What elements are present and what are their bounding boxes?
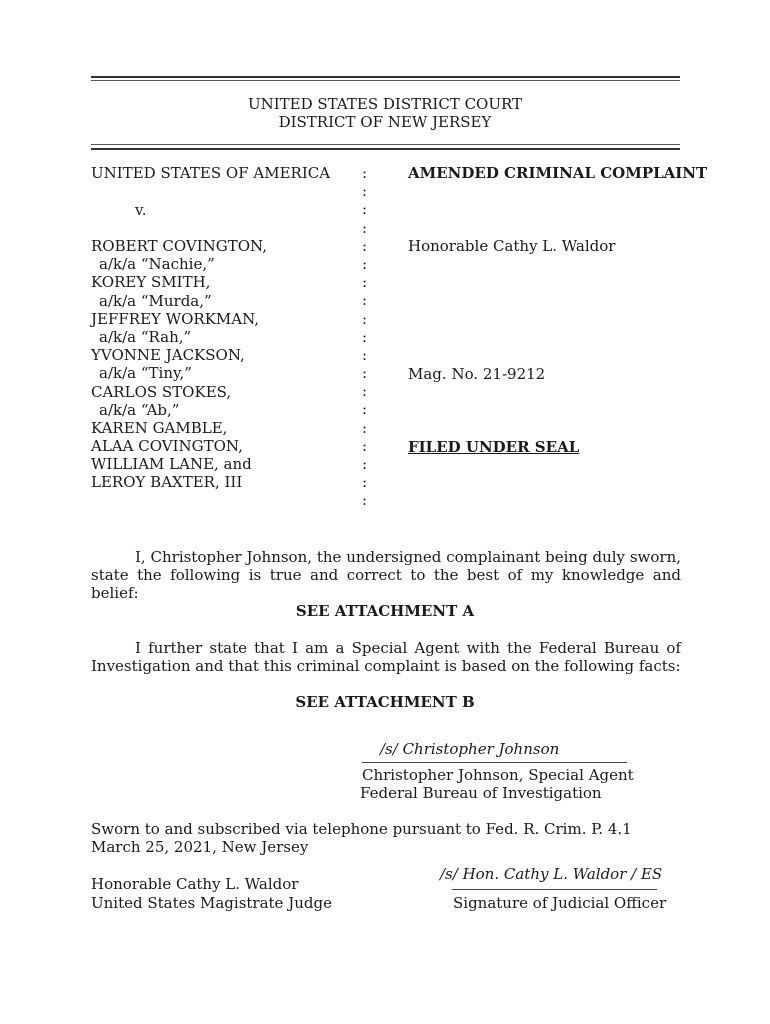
- court-district: DISTRICT OF NEW JERSEY: [278, 113, 492, 131]
- plaintiff-name: UNITED STATES OF AMERICA: [91, 164, 331, 182]
- caption-colon: :: [362, 382, 368, 401]
- agent-name-title: Christopher Johnson, Special Agent: [362, 766, 634, 784]
- agent-statement-paragraph: I further state that I am a Special Agent with the Federal Bureau of Investigation and that this criminal complaint is based on the following facts:: [91, 639, 681, 675]
- judicial-officer-label: Signature of Judicial Officer: [453, 894, 667, 912]
- header-bottom-rule-thin: [91, 144, 680, 145]
- header-top-rule-thin: [91, 80, 680, 81]
- defendant-name: LEROY BAXTER, III: [91, 473, 243, 492]
- versus-label: v.: [135, 201, 147, 219]
- caption-colon: :: [362, 345, 368, 364]
- sealed-notice: FILED UNDER SEAL: [408, 438, 580, 456]
- defendant-alias: a/k/a “Rah,”: [99, 327, 192, 346]
- defendants-list: [91, 237, 267, 492]
- defendant-name: KAREN GAMBLE,: [91, 418, 228, 437]
- caption-colon: :: [362, 291, 368, 310]
- caption-colon: :: [362, 327, 368, 346]
- header-top-rule: [91, 76, 680, 78]
- caption-colon: :: [362, 418, 368, 437]
- defendant-name: CARLOS STOKES,: [91, 382, 232, 401]
- caption-colon: :: [362, 400, 368, 419]
- attachment-b-heading: SEE ATTACHMENT B: [295, 693, 475, 711]
- defendant-name: JEFFREY WORKMAN,: [91, 309, 260, 328]
- caption-colon: :: [362, 455, 368, 473]
- defendant-name: KOREY SMITH,: [91, 273, 211, 292]
- agent-agency: Federal Bureau of Investigation: [360, 784, 602, 802]
- caption-colon: :: [362, 491, 368, 510]
- caption-colon-column: [362, 164, 372, 510]
- defendant-name: WILLIAM LANE, and: [91, 455, 252, 474]
- caption-colon: :: [362, 164, 368, 182]
- oath-paragraph: I, Christopher Johnson, the undersigned complainant being duly sworn, state the following is true and correct to the best of my knowledge and belief:: [91, 548, 681, 602]
- defendant-alias: a/k/a “Ab,”: [99, 400, 180, 419]
- defendant-alias: a/k/a “Tiny,”: [99, 364, 192, 383]
- sworn-date-location: March 25, 2021, New Jersey: [91, 838, 309, 856]
- caption-colon: :: [362, 273, 368, 292]
- caption-colon: :: [362, 182, 368, 201]
- caption-colon: :: [362, 200, 368, 219]
- attachment-a-heading: SEE ATTACHMENT A: [295, 602, 475, 620]
- presiding-judge: Honorable Cathy L. Waldor: [408, 237, 616, 255]
- defendant-name: ROBERT COVINGTON,: [91, 237, 267, 255]
- defendant-name: ALAA COVINGTON,: [91, 437, 243, 456]
- court-name: UNITED STATES DISTRICT COURT: [247, 95, 523, 113]
- caption-colon: :: [362, 473, 368, 492]
- document-title: AMENDED CRIMINAL COMPLAINT: [408, 164, 708, 182]
- caption-colon: :: [362, 218, 368, 237]
- defendant-name: YVONNE JACKSON,: [91, 346, 245, 365]
- caption-colon: :: [362, 309, 368, 328]
- judge-name: Honorable Cathy L. Waldor: [91, 875, 299, 893]
- caption-colon: :: [362, 364, 368, 383]
- agent-signature-line: [362, 762, 627, 763]
- header-bottom-rule: [91, 148, 680, 150]
- caption-colon: :: [362, 436, 368, 455]
- caption-colon: :: [362, 254, 368, 273]
- judge-signature: /s/ Hon. Cathy L. Waldor / ES: [440, 865, 663, 883]
- magistrate-number: Mag. No. 21-9212: [408, 365, 546, 383]
- defendant-alias: a/k/a “Nachie,”: [99, 255, 215, 274]
- sworn-statement: Sworn to and subscribed via telephone pursuant to Fed. R. Crim. P. 4.1: [91, 820, 632, 838]
- defendant-alias: a/k/a “Murda,”: [99, 291, 212, 310]
- judge-signature-line: [452, 889, 657, 890]
- caption-colon: :: [362, 236, 368, 255]
- agent-signature: /s/ Christopher Johnson: [380, 740, 560, 758]
- judge-title: United States Magistrate Judge: [91, 894, 332, 912]
